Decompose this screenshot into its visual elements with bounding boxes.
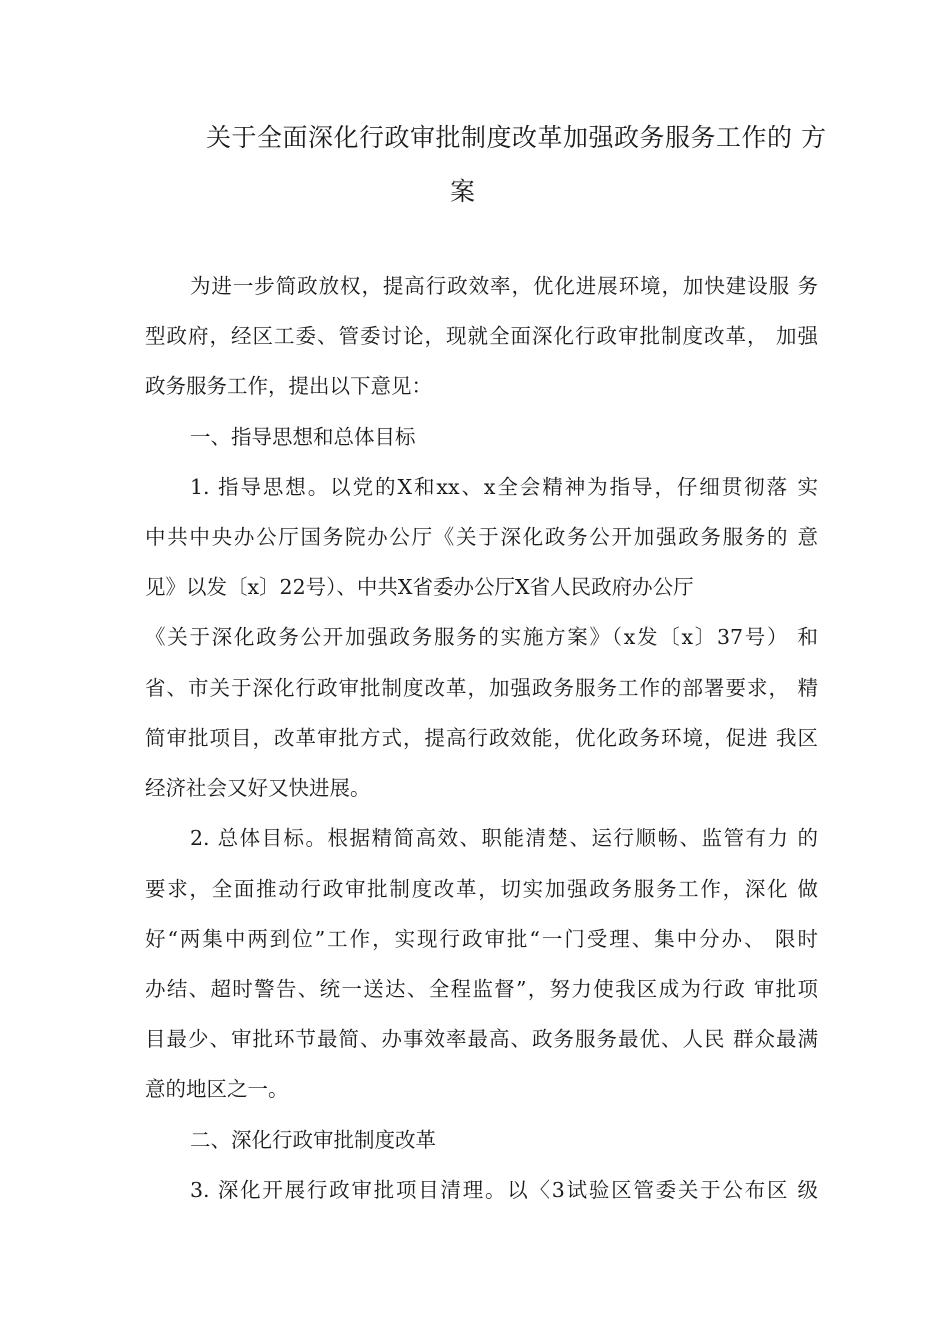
body-line: 意的地区之一。 xyxy=(145,1077,289,1101)
section-heading: 一、指导思想和总体目标 xyxy=(190,425,416,449)
body-line: 2. 总体目标。根据精简高效、职能清楚、运行顺畅、监管有力 的 xyxy=(190,826,818,850)
body-line: 《关于深化政务公开加强政务服务的实施方案》（x发〔x〕37号） 和 xyxy=(145,625,818,649)
body-line: 办结、超时警告、统一送达、全程监督”，努力使我区成为行政 审批项 xyxy=(145,977,818,1001)
body-line: 要求，全面推动行政审批制度改革，切实加强政务服务工作，深化 做 xyxy=(145,877,818,901)
body-line: 目最少、审批环节最简、办事效率最高、政务服务最优、人民 群众最满 xyxy=(145,1027,818,1051)
body-line: 好“两集中两到位”工作，实现行政审批“一门受理、集中分办、 限时 xyxy=(145,927,818,951)
body-line: 3. 深化开展行政审批项目清理。以〈3试验区管委关于公布区 级 xyxy=(190,1178,818,1202)
body-line: 见》以发〔x〕22号）、中共X省委办公厅X省人民政府办公厅 xyxy=(145,575,694,599)
body-line: 省、市关于深化行政审批制度改革，加强政务服务工作的部署要求， 精 xyxy=(145,676,818,700)
section-heading: 二、深化行政审批制度改革 xyxy=(190,1128,436,1152)
body-line: 政务服务工作，提出以下意见： xyxy=(145,374,432,398)
body-line: 经济社会又好又快进展。 xyxy=(145,776,371,800)
body-line: 中共中央办公厅国务院办公厅《关于深化政务公开加强政务服务的 意 xyxy=(145,525,818,549)
document-title-line-2: 案 xyxy=(450,177,476,206)
body-line: 简审批项目，改革审批方式，提高行政效能，优化政务环境，促进 我区 xyxy=(145,726,818,750)
body-line: 为进一步简政放权，提高行政效率，优化进展环境，加快建设服 务 xyxy=(190,274,818,298)
body-line: 型政府，经区工委、管委讨论，现就全面深化行政审批制度改革， 加强 xyxy=(145,324,818,348)
body-line: 1. 指导思想。以党的X和xx、x全会精神为指导，仔细贯彻落 实 xyxy=(190,475,818,499)
document-title-line-1: 关于全面深化行政审批制度改革加强政务服务工作的 方 xyxy=(206,123,827,152)
